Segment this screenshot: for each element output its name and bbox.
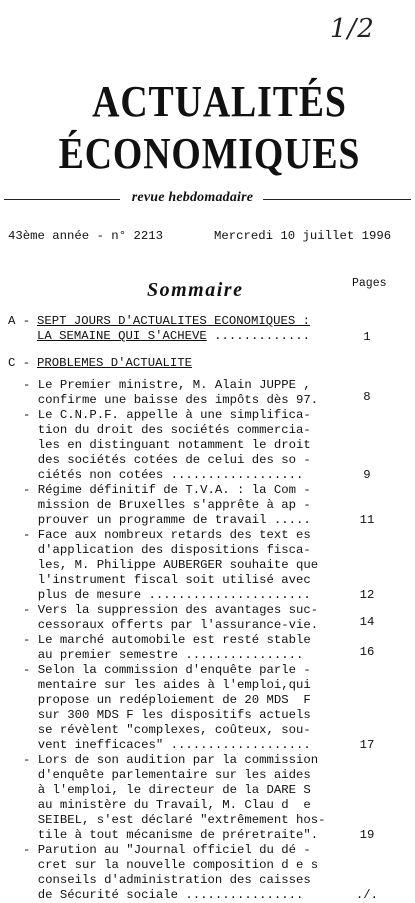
toc-entry-line: l'instrument fiscal soit utilisé avec (23, 573, 311, 587)
toc-entry-line: plus de mesure ...................... (23, 588, 311, 602)
toc-entry-page-number: ./. (355, 888, 379, 902)
toc-entry-line: - Lors de son audition par la commission (23, 753, 319, 767)
section-c-letter: C - (8, 356, 31, 370)
toc-entry-line: de Sécurité sociale ................ (23, 888, 304, 902)
section-c-title-line (37, 356, 192, 371)
toc-entry-line: ciétés non cotées .................. (23, 468, 304, 482)
toc-heading: Sommaire (147, 279, 244, 301)
masthead-title-line1: ACTUALITÉS (92, 77, 347, 126)
subtitle-rule-right (263, 199, 411, 200)
toc-entry-line: - Le marché automobile est resté stable (23, 633, 311, 647)
section-a-leader: ............. (206, 329, 311, 343)
toc-entry-line: d'application des dispositions fisca- (23, 543, 311, 557)
masthead-subtitle: revue hebdomadaire (131, 190, 254, 205)
section-a-page-number: 1 (363, 330, 371, 344)
handwritten-page-annotation: 1/2 (330, 14, 375, 44)
toc-entry-page-number: 11 (359, 513, 375, 527)
toc-entry-line: cessoraux offerts par l'assurance-vie. (23, 618, 319, 632)
toc-entry-line: au ministère du Travail, M. Clau d e (23, 798, 311, 812)
toc-entry-line: les, M. Philippe AUBERGER souhaite que (23, 558, 319, 572)
edition-number: 43ème année - n° 2213 (8, 229, 163, 243)
toc-entry-line: prouver un programme de travail ..... (23, 513, 311, 527)
toc-entry-page-number: 19 (359, 828, 375, 842)
toc-entry-line: propose un redéploiement de 20 MDS F (23, 693, 311, 707)
toc-entry-line: - Le Premier ministre, M. Alain JUPPE , (23, 378, 311, 392)
toc-entry-line: tion du droit des sociétés commercia- (23, 423, 311, 437)
section-a-title-line (37, 329, 310, 344)
toc-entry-line: mission de Bruxelles s'apprête à ap - (23, 498, 311, 512)
masthead-title-line2: ÉCONOMIQUES (58, 129, 361, 178)
toc-entry-line: les en distinguant notamment le droit (23, 438, 311, 452)
subtitle-rule-left (4, 199, 120, 200)
toc-entry-page-number: 8 (363, 390, 371, 404)
toc-entry-line: à l'emploi, le directeur de la DARE S (23, 783, 311, 797)
toc-entry-line: conseils d'administration des caisses (23, 873, 311, 887)
toc-entry-page-number: 9 (363, 468, 371, 482)
toc-entry-line: - Selon la commission d'enquête parle - (23, 663, 311, 677)
pages-column-label: Pages (352, 277, 387, 290)
toc-entry-line: vent inefficaces" ................... (23, 738, 311, 752)
toc-entry-page-number: 16 (359, 645, 375, 659)
toc-entry-line: mentaire sur les aides à l'emploi,qui (23, 678, 311, 692)
section-a-title-text: LA SEMAINE QUI S'ACHEVE (37, 329, 207, 343)
toc-entry-line: se révèlent "complexes, coûteux, sou- (23, 723, 311, 737)
masthead-subtitle-row (4, 190, 411, 206)
toc-entry-line: confirme une baisse des impôts dès 97. (23, 393, 319, 407)
toc-entry-line: SEIBEL, s'est déclaré "extrêmement hos- (23, 813, 326, 827)
toc-entry-line: cret sur la nouvelle composition d e s (23, 858, 319, 872)
issue-date: Mercredi 10 juillet 1996 (214, 229, 392, 243)
section-a-title-line (37, 314, 310, 329)
toc-entry-page-number: 14 (359, 615, 375, 629)
section-a-letter: A - (8, 314, 31, 328)
toc-entry-line: - Régime définitif de T.V.A. : la Com - (23, 483, 311, 497)
toc-entry-line: - Parution au "Journal officiel du dé - (23, 843, 311, 857)
toc-entry-page-number: 12 (359, 588, 375, 602)
toc-entry-line: des sociétés cotées de celui des so - (23, 453, 311, 467)
toc-entry-line: tile à tout mécanisme de préretraite". (23, 828, 319, 842)
toc-entry-line: d'enquête parlementaire sur les aides (23, 768, 311, 782)
section-a-title-text: SEPT JOURS D'ACTUALITES ECONOMIQUES : (37, 314, 311, 328)
toc-entry-page-number: 17 (359, 738, 375, 752)
toc-entry-line: au premier semestre ................ (23, 648, 304, 662)
section-c-title-text: PROBLEMES D'ACTUALITE (37, 356, 192, 370)
toc-entry-line: sur 300 MDS F les dispositifs actuels (23, 708, 311, 722)
toc-entry-line: - Le C.N.P.F. appelle à une simplifica- (23, 408, 311, 422)
toc-entry-line: - Vers la suppression des avantages suc- (23, 603, 319, 617)
toc-entry-line: - Face aux nombreux retards des text es (23, 528, 311, 542)
